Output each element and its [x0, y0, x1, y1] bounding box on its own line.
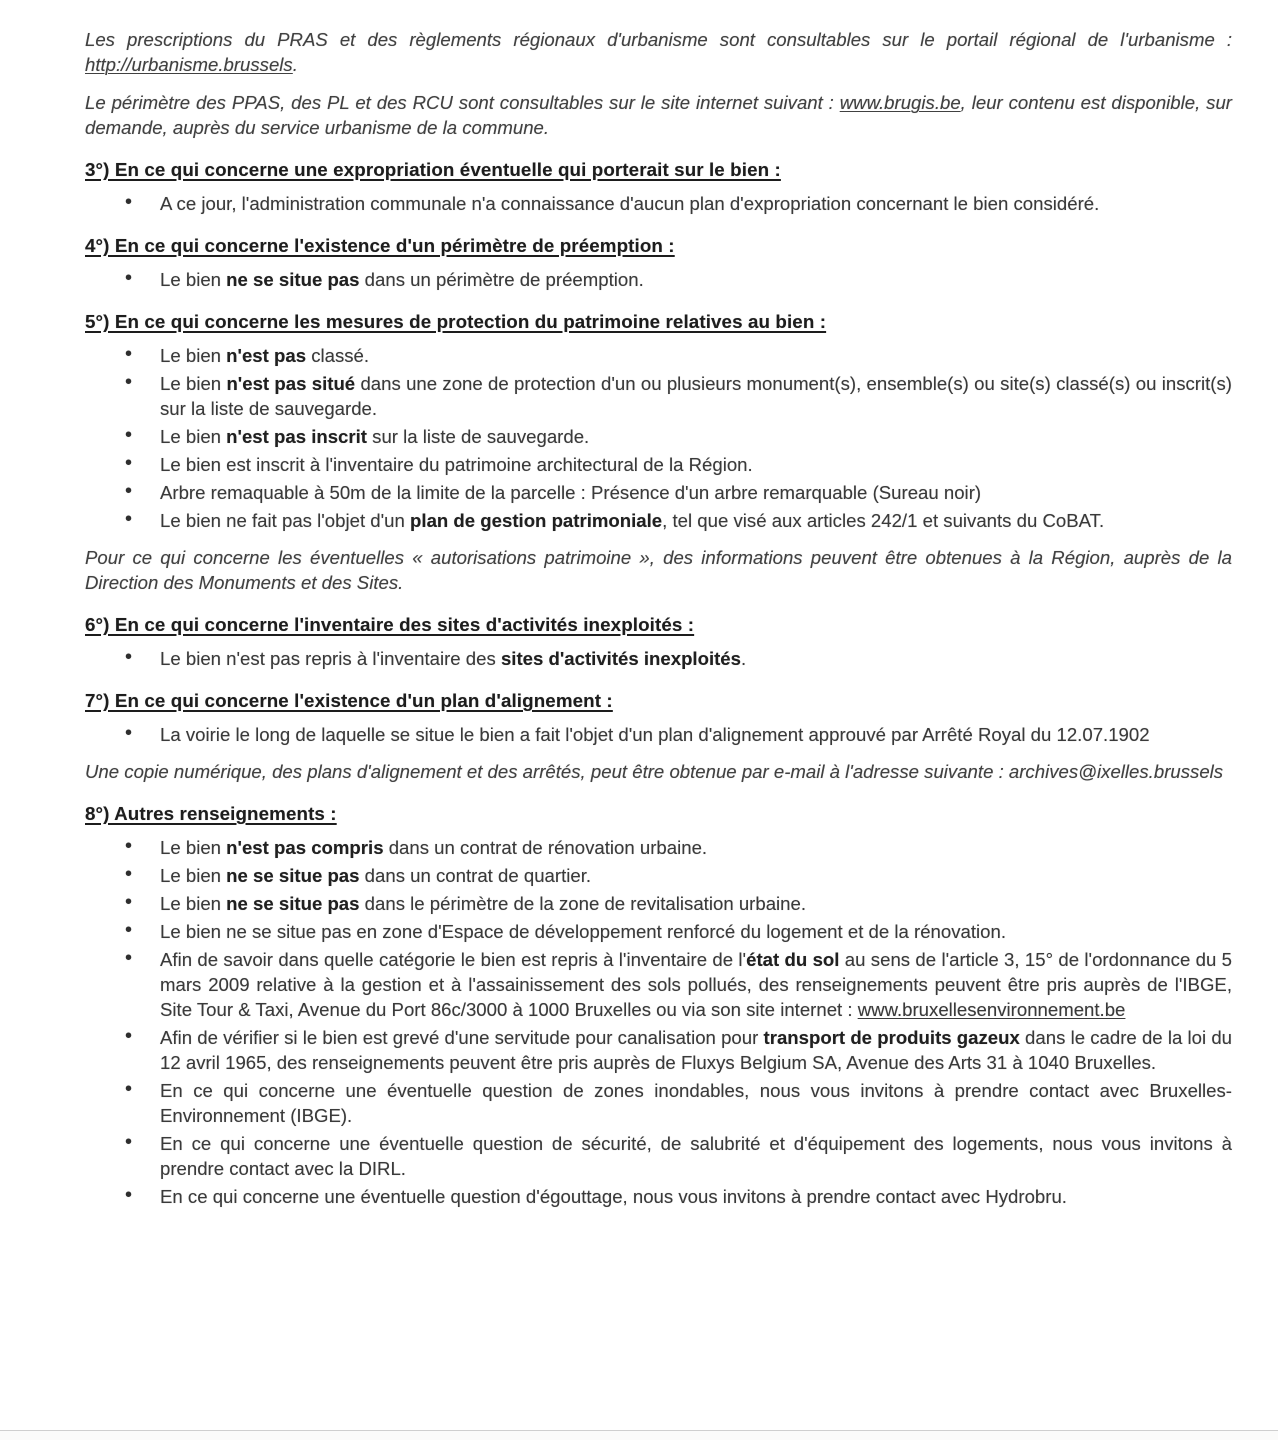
document-content	[85, 27, 1232, 1209]
text-run: Afin de vérifier si le bien est grevé d'une servitude pour canalisation pour	[160, 1027, 764, 1048]
text-run: Une copie numérique, des plans d'alignement et des arrêtés, peut être obtenue par e-mail à l'adresse suivante : archives@ixelles.brussels	[85, 761, 1224, 782]
note-paragraph	[85, 759, 1232, 784]
link-text: http://urbanisme.brussels	[85, 54, 293, 75]
text-run: En ce qui concerne une éventuelle question d'égouttage, nous vous invitons à prendre contact avec Hydrobru.	[160, 1186, 1067, 1207]
section-heading	[85, 309, 1232, 334]
section-heading	[85, 688, 1232, 713]
emphasized-text: transport de produits gazeux	[763, 1027, 1020, 1048]
text-run: Arbre remaquable à 50m de la limite de la parcelle : Présence d'un arbre remarquable (Sureau noir)	[160, 482, 982, 503]
text-run: .	[292, 54, 298, 75]
list-item	[160, 452, 1232, 477]
bullet-list	[85, 722, 1232, 747]
list-item	[160, 480, 1232, 505]
list-item	[160, 191, 1232, 216]
page-background-strip	[0, 1431, 1278, 1440]
text-run: 4°) En ce qui concerne l'existence d'un périmètre de préemption :	[85, 235, 675, 256]
emphasized-text: sites d'activités inexploités	[500, 648, 741, 669]
emphasized-text: n'est pas compris	[226, 837, 384, 858]
text-run: 7°) En ce qui concerne l'existence d'un plan d'alignement :	[85, 690, 613, 711]
text-run: dans un périmètre de préemption.	[359, 269, 644, 290]
text-run: Le bien	[160, 865, 227, 886]
list-item	[160, 722, 1232, 747]
text-run: Le bien	[160, 893, 227, 914]
list-item	[160, 1025, 1232, 1075]
list-item	[160, 267, 1232, 292]
text-run: dans le périmètre de la zone de revitalisation urbaine.	[359, 893, 807, 914]
text-run: Le bien	[160, 373, 227, 394]
text-run: Les prescriptions du PRAS et des règlements régionaux d'urbanisme sont consultables sur le portail régional de l'urbanisme :	[85, 29, 1232, 50]
text-run: Le bien	[160, 269, 227, 290]
text-run: La voirie le long de laquelle se situe le bien a fait l'objet d'un plan d'alignement approuvé par Arrêté Royal du 12.07.1902	[160, 724, 1150, 745]
list-item	[160, 424, 1232, 449]
list-item	[160, 1131, 1232, 1181]
bullet-list	[85, 646, 1232, 671]
text-run: sur la liste de sauvegarde.	[367, 426, 590, 447]
section-heading	[85, 801, 1232, 826]
list-item	[160, 371, 1232, 421]
list-item	[160, 835, 1232, 860]
text-run: , tel que visé aux articles 242/1 et suivants du CoBAT.	[662, 510, 1105, 531]
text-run: Le bien	[160, 837, 227, 858]
emphasized-text: ne se situe pas	[226, 893, 360, 914]
text-run: En ce qui concerne une éventuelle question de zones inondables, nous vous invitons à prendre contact avec Bruxelles-Environnement (IBGE).	[160, 1080, 1232, 1126]
link-text: www.brugis.be	[839, 92, 961, 113]
text-run: Le bien ne fait pas l'objet d'un	[160, 510, 411, 531]
bullet-list	[85, 191, 1232, 216]
note-paragraph	[85, 90, 1232, 140]
text-run: 5°) En ce qui concerne les mesures de protection du patrimoine relatives au bien :	[85, 311, 827, 332]
list-item	[160, 343, 1232, 368]
text-run: dans le cadre de la loi du 12 avril 1965, des renseignements peuvent être pris auprès de Fluxys Belgium SA, Avenue des Arts 31 à 1040 Bruxelles.	[160, 1027, 1233, 1073]
text-run: dans un contrat de quartier.	[359, 865, 592, 886]
text-run: dans un contrat de rénovation urbaine.	[383, 837, 708, 858]
text-run: Le bien est inscrit à l'inventaire du patrimoine architectural de la Région.	[160, 454, 753, 475]
emphasized-text: n'est pas situé	[226, 373, 356, 394]
bullet-list	[85, 835, 1232, 1209]
text-run: Le bien n'est pas repris à l'inventaire des	[160, 648, 501, 669]
text-run: .	[741, 648, 747, 669]
text-run: 3°) En ce qui concerne une expropriation éventuelle qui porterait sur le bien :	[85, 159, 781, 180]
link-text: www.bruxellesenvironnement.be	[857, 999, 1126, 1020]
emphasized-text: état du sol	[746, 949, 840, 970]
list-item	[160, 1078, 1232, 1128]
text-run: Le bien	[160, 345, 227, 366]
text-run: , leur contenu est disponible, sur demande, auprès du service urbanisme de la commune.	[85, 92, 1233, 138]
note-paragraph	[85, 27, 1232, 77]
emphasized-text: ne se situe pas	[226, 269, 360, 290]
note-paragraph	[85, 545, 1232, 595]
list-item	[160, 863, 1232, 888]
text-run: En ce qui concerne une éventuelle question de sécurité, de salubrité et d'équipement des logements, nous vous invitons à prendre contact avec la DIRL.	[160, 1133, 1232, 1179]
text-run: classé.	[306, 345, 370, 366]
list-item	[160, 947, 1232, 1022]
list-item	[160, 1184, 1232, 1209]
text-run: A ce jour, l'administration communale n'a connaissance d'aucun plan d'expropriation concernant le bien considéré.	[160, 193, 1100, 214]
emphasized-text: n'est pas inscrit	[226, 426, 367, 447]
text-run: Le périmètre des PPAS, des PL et des RCU sont consultables sur le site internet suivant :	[85, 92, 840, 113]
section-heading	[85, 612, 1232, 637]
text-run: dans une zone de protection d'un ou plusieurs monument(s), ensemble(s) ou site(s) classé(s) ou inscrit(s) sur la liste de sauvegarde.	[160, 373, 1232, 419]
emphasized-text: plan de gestion patrimoniale	[410, 510, 663, 531]
bullet-list	[85, 343, 1232, 533]
list-item	[160, 508, 1232, 533]
emphasized-text: n'est pas	[226, 345, 307, 366]
list-item	[160, 646, 1232, 671]
list-item	[160, 891, 1232, 916]
text-run: Le bien	[160, 426, 227, 447]
text-run: 6°) En ce qui concerne l'inventaire des sites d'activités inexploités :	[85, 614, 695, 635]
text-run: 8°) Autres renseignements :	[85, 803, 337, 824]
bullet-list	[85, 267, 1232, 292]
section-heading	[85, 233, 1232, 258]
text-run: Afin de savoir dans quelle catégorie le bien est repris à l'inventaire de l'	[160, 949, 747, 970]
emphasized-text: ne se situe pas	[226, 865, 360, 886]
section-heading	[85, 157, 1232, 182]
text-run: Le bien ne se situe pas en zone d'Espace de développement renforcé du logement et de la rénovation.	[160, 921, 1007, 942]
text-run: au sens de l'article 3, 15° de l'ordonnance du 5 mars 2009 relative à la gestion et à l'assainissement des sols pollués, des renseignements peuvent être pris auprès de l'IBGE, Site Tour & Taxi, Avenue du Port 86c/3000 à 1000 Bruxelles ou via son site internet :	[160, 949, 1232, 1020]
list-item	[160, 919, 1232, 944]
text-run: Pour ce qui concerne les éventuelles « autorisations patrimoine », des informations peuvent être obtenues à la Région, auprès de la Direction des Monuments et des Sites.	[85, 547, 1232, 593]
